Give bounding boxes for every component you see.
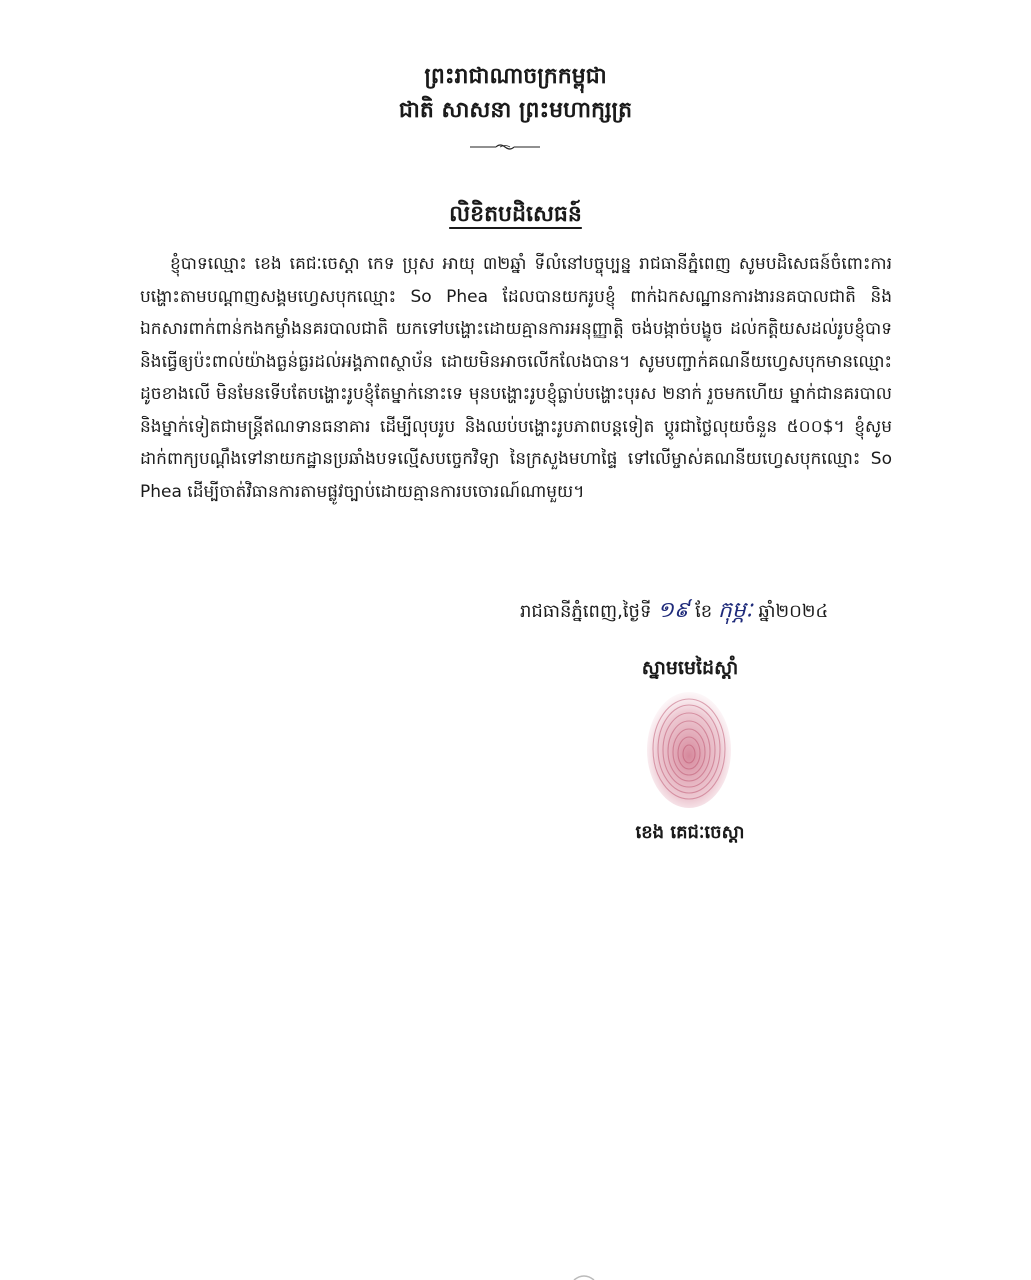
date-month-label: ខែ <box>689 601 718 622</box>
date-day-handwritten: ១៩ <box>657 598 690 623</box>
document-title: លិខិតបដិសេធន៍ <box>449 202 582 227</box>
date-month-handwritten: កុម្ភៈ <box>717 598 753 623</box>
kingdom-heading: ព្រះរាជាណាចក្រកម្ពុជា <box>424 64 607 89</box>
ornament-divider-icon <box>470 142 540 152</box>
page-edge-mark-icon <box>572 1272 596 1280</box>
thumbprint-label: ស្នាមមេដៃស្តាំ <box>641 657 739 679</box>
date-prefix: រាជធានីភ្នំពេញ,ថ្ងៃទី <box>520 601 658 622</box>
national-motto: ជាតិ សាសនា ព្រះមហាក្សត្រ <box>398 98 633 123</box>
date-line <box>520 596 900 628</box>
letter-body: ខ្ញុំបាទឈ្មោះ ខេង គេជៈចេស្តា កេទ ប្រុស អាយុ ៣២ឆ្នាំ ទីលំនៅបច្ចុប្បន្ន រាជធានីភ្នំពេញ សូមបដិសេធន៍ចំពោះការបង្ហោះតាមបណ្តាញសង្គមហ្វេសបុកឈ្មោះ So Phea ដែលបានយករូបខ្ញុំ ពាក់ឯកសណ្ឋានការងារនគបាលជាតិ និងឯកសារពាក់ពាន់កងកម្លាំងនគរបាលជាតិ យកទៅបង្ហោះដោយគ្មានការអនុញ្ញាត្តិ ចង់បង្កាច់បង្ខូច ដល់កត្តិយសដល់រូបខ្ញុំបាទ និងធ្វើឲ្យប៉ះពាល់យ៉ាងធ្ងន់ធ្ងរដល់អង្គភាពស្ថាប័ន ដោយមិនអាចលើកលែងបាន។ សូមបញ្ជាក់គណនីយហ្វេសបុកមានឈ្មោះដូចខាងលើ មិនមែនទើបតែបង្ហោះរូបខ្ញុំតែម្នាក់នោះទេ មុនបង្ហោះរូបខ្ញុំធ្លាប់បង្ហោះបុរស ២នាក់ រួចមកហើយ ម្នាក់ជានគរបាល និងម្នាក់ទៀតជាមន្ត្រីឥណទានធនាគារ ដើម្បីលុបរូប និងឈប់បង្ហោះរូបភាពបន្តទៀត ប្តូរជាថ្លៃលុយចំនួន ៥០០$។ ខ្ញុំសូមដាក់ពាក្យបណ្តឹងទៅនាយកដ្ឋានប្រឆាំងបទល្មើសបច្ចេកវិទ្យា នៃក្រសួងមហាផ្ទៃ ទៅលើម្ចាស់គណនីយហ្វេសបុកឈ្មោះ So Phea ដើម្បីចាត់វិធានការតាមផ្លូវច្បាប់ដោយគ្មានការបចោរណ៍ណាមួយ។ <box>140 254 892 502</box>
fingerprint-icon <box>645 690 733 810</box>
signer-name: ខេង គេជៈចេស្តា <box>635 822 745 843</box>
date-year: ឆ្នាំ២០២៤ <box>752 601 829 622</box>
